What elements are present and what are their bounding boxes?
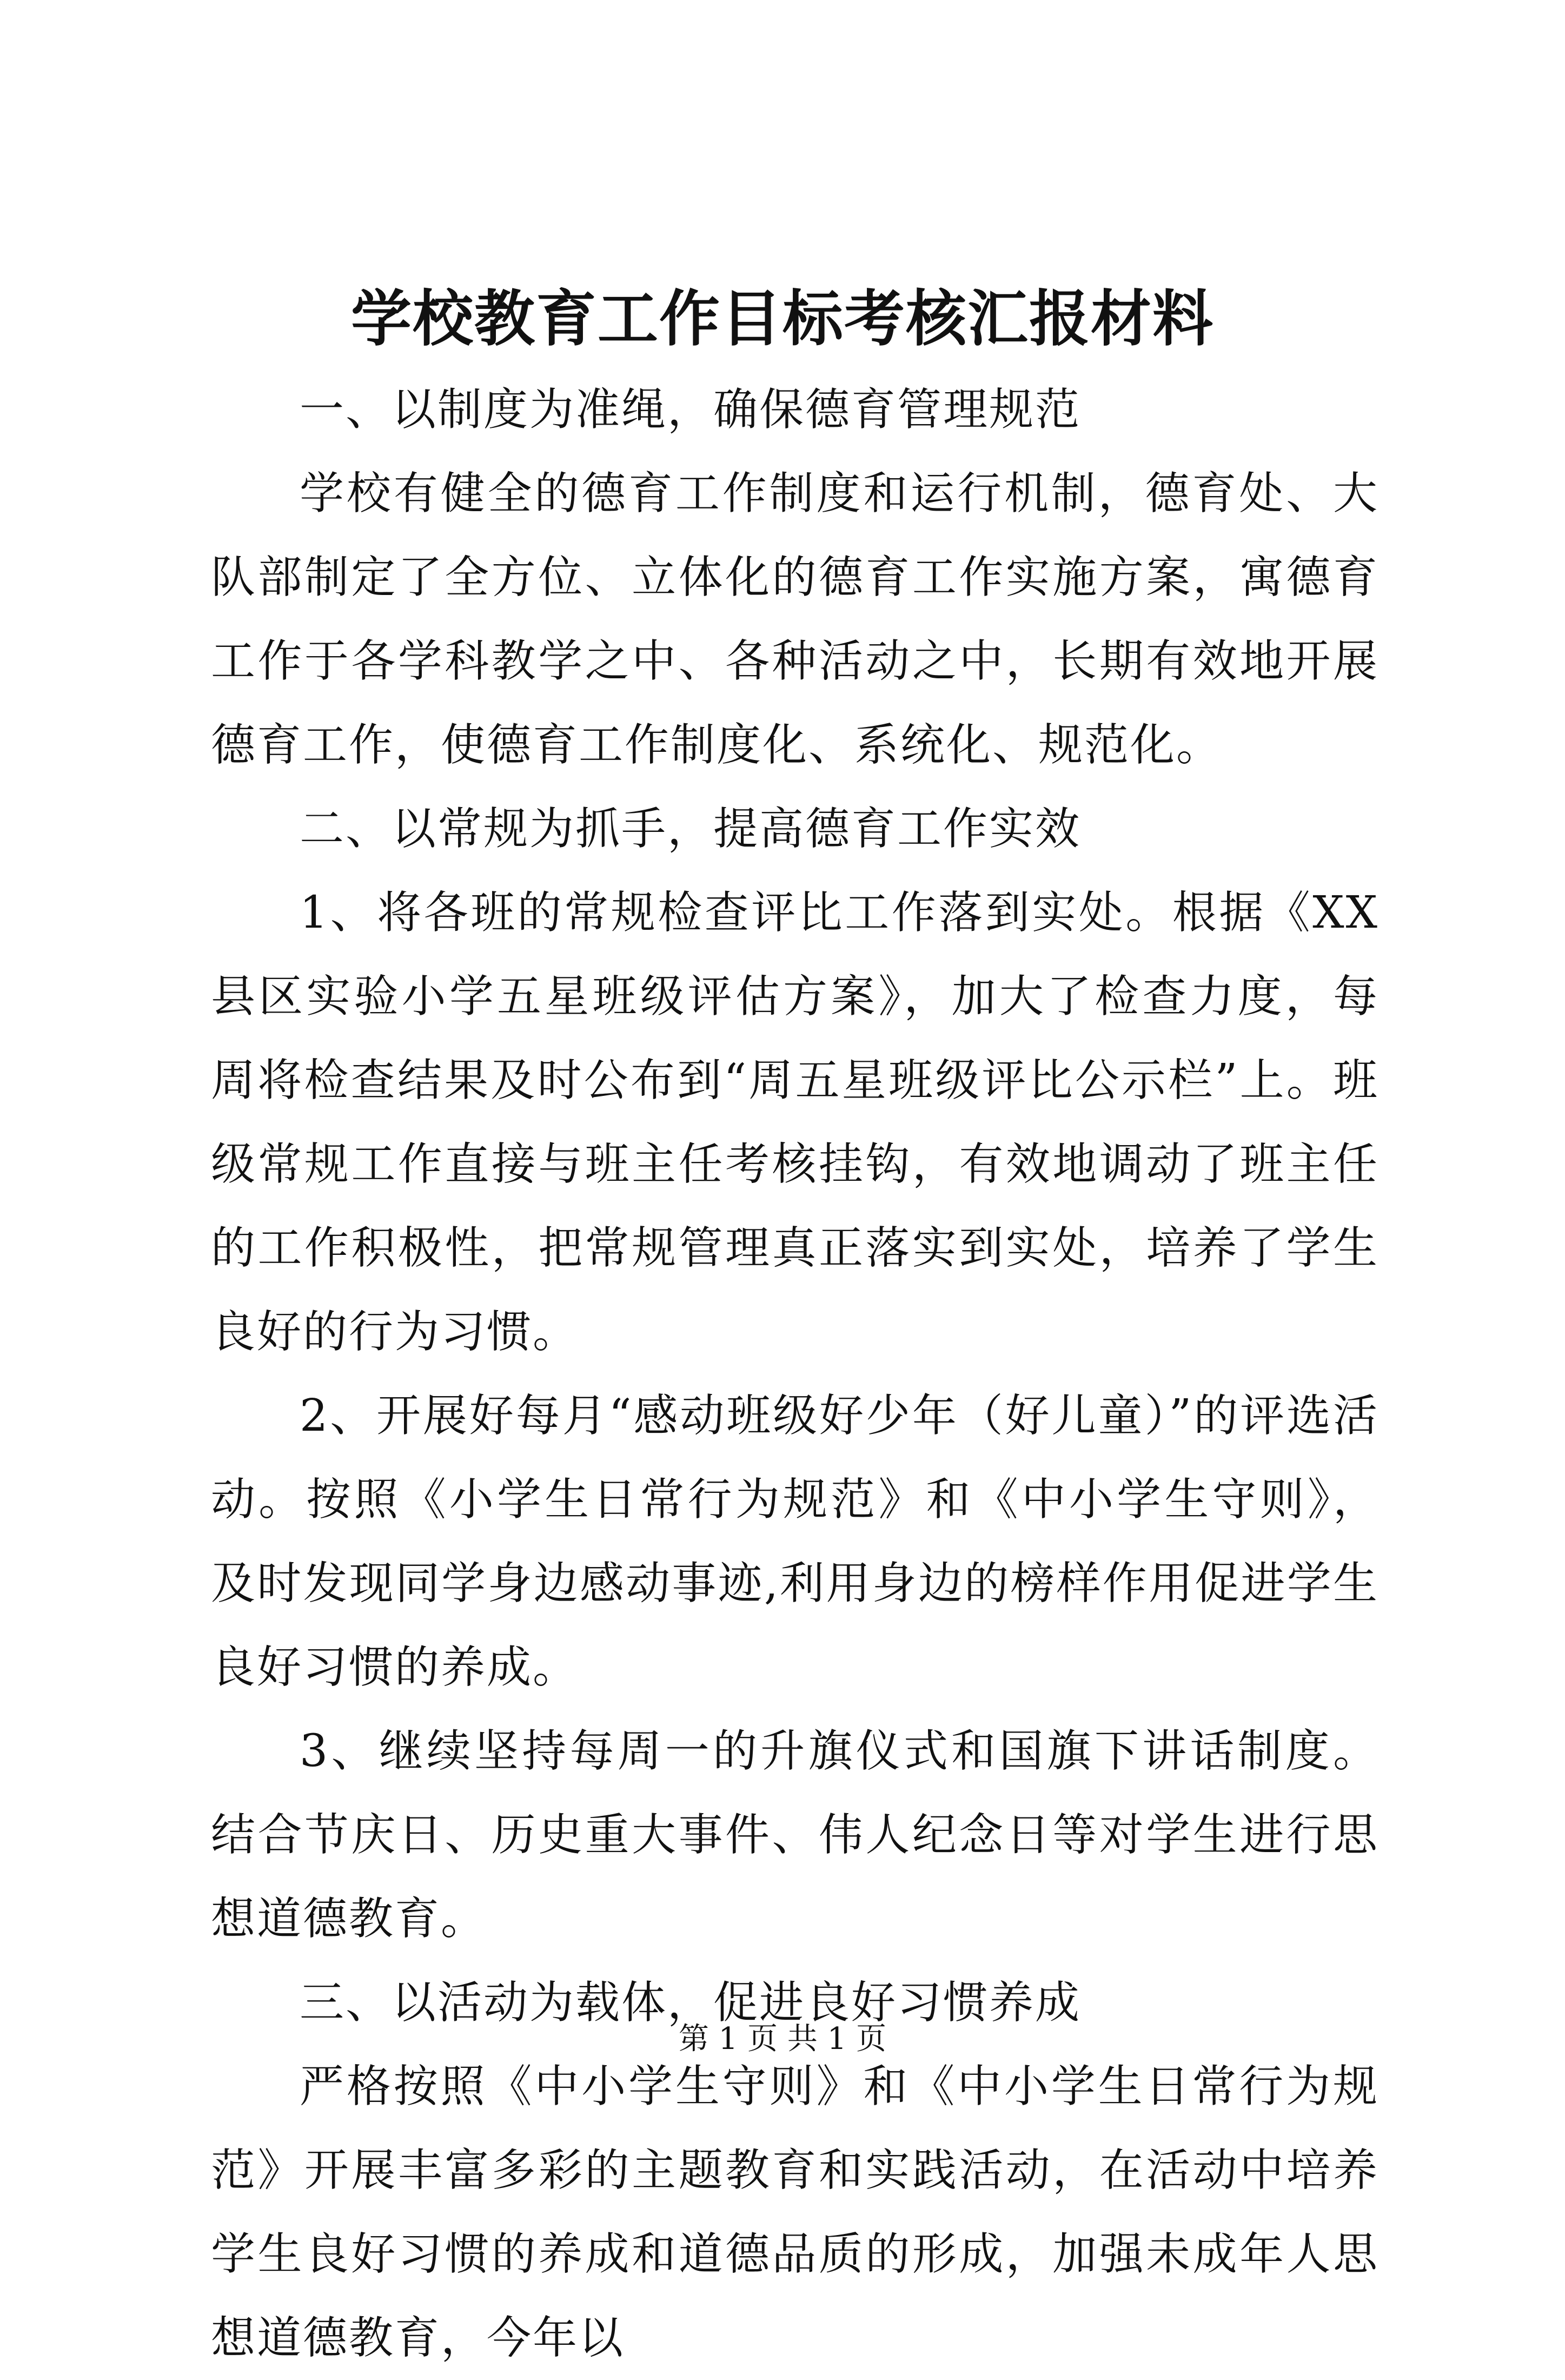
page-footer: 第 1 页 共 1 页 <box>678 2021 887 2057</box>
section-heading-1: 一、以制度为准绳，确保德育管理规范 <box>300 384 1082 435</box>
document-body <box>211 368 1379 2380</box>
body-paragraph: 严格按照《中小学生守则》和《中小学生日常行为规范》开展丰富多彩的主题教育和实践活动，在活动中培养学生良好习惯的养成和道德品质的形成，加强未成年人思想道德教育，今年以 <box>211 2061 1379 2364</box>
body-paragraph: 1、将各班的常规检查评比工作落到实处。根据《XX县区实验小学五星班级评估方案》，加大了检查力度，每周将检查结果及时公布到“周五星班级评比公示栏”上。班级常规工作直接与班主任考核挂钩，有效地调动了班主任的工作积极性，把常规管理真正落实到实处，培养了学生良好的行为习惯。 <box>211 887 1379 1358</box>
body-paragraph: 2、开展好每月“感动班级好少年（好儿童）”的评选活动。按照《小学生日常行为规范》和《中小学生守则》，及时发现同学身边感动事迹,利用身边的榜样作用促进学生良好习惯的养成。 <box>211 1390 1379 1693</box>
body-paragraph: 学校有健全的德育工作制度和运行机制，德育处、大队部制定了全方位、立体化的德育工作实施方案，寓德育工作于各学科教学之中、各种活动之中，长期有效地开展德育工作，使德育工作制度化、系统化、规范化。 <box>211 468 1379 771</box>
section-heading-2: 二、以常规为抓手，提高德育工作实效 <box>300 803 1082 855</box>
body-paragraph: 3、继续坚持每周一的升旗仪式和国旗下讲话制度。结合节庆日、历史重大事件、伟人纪念日等对学生进行思想道德教育。 <box>211 1726 1379 1945</box>
document-title: 学校教育工作目标考核汇报材料 <box>351 283 1214 354</box>
section-heading-3: 三、以活动为载体，促进良好习惯养成 <box>300 1977 1082 2028</box>
